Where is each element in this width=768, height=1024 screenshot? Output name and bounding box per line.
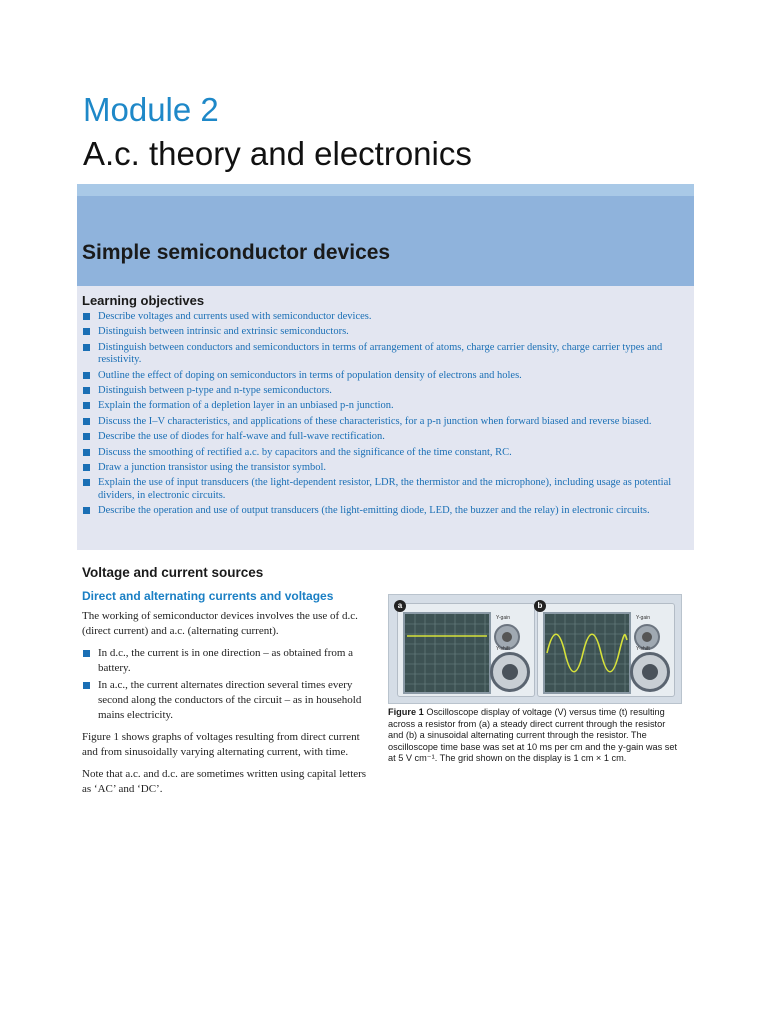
objective-item: Distinguish between intrinsic and extrinsic semiconductors. <box>82 326 687 338</box>
objective-item: Describe voltages and currents used with semiconductor devices. <box>82 311 687 323</box>
y-shift-label: Y-shift <box>636 646 650 652</box>
square-bullet-icon <box>83 479 90 486</box>
square-bullet-icon <box>83 344 90 351</box>
figure-caption-label: Figure 1 <box>388 707 424 717</box>
square-bullet-icon <box>83 464 90 471</box>
oscilloscope-screen-dc <box>403 612 491 694</box>
learning-objectives-list <box>82 311 687 521</box>
current-types-list <box>82 646 372 723</box>
figure-caption <box>388 707 682 765</box>
objective-item: Distinguish between p-type and n-type semiconductors. <box>82 385 687 397</box>
square-bullet-icon <box>83 433 90 440</box>
list-item: In d.c., the current is in one direction – as obtained from a battery. <box>82 646 372 676</box>
objective-item: Explain the use of input transducers (the light-dependent resistor, LDR, the thermistor and the microphone), including usage as potential dividers, in electronic circuits. <box>82 477 687 502</box>
objective-item: Distinguish between conductors and semiconductors in terms of arrangement of atoms, charge carrier density, charge carrier types and resistivity. <box>82 342 687 367</box>
y-gain-label: Y-gain <box>636 615 650 621</box>
section-title: Simple semiconductor devices <box>82 241 391 264</box>
body-text-column <box>82 609 372 804</box>
oscilloscope-screen-ac <box>543 612 631 694</box>
section-bar-accent <box>77 184 694 196</box>
panel-a-label: a <box>394 600 406 612</box>
oscilloscope-panel-b <box>537 603 675 697</box>
square-bullet-icon <box>83 507 90 514</box>
square-bullet-icon <box>83 387 90 394</box>
timebase-dial-icon <box>490 652 530 692</box>
square-bullet-icon <box>83 682 90 689</box>
square-bullet-icon <box>83 650 90 657</box>
square-bullet-icon <box>83 313 90 320</box>
objective-item: Explain the formation of a depletion layer in an unbiased p-n junction. <box>82 400 687 412</box>
oscilloscope-figure <box>388 594 682 704</box>
objective-item: Describe the operation and use of output transducers (the light-emitting diode, LED, the buzzer and the relay) in electronic circuits. <box>82 505 687 517</box>
square-bullet-icon <box>83 328 90 335</box>
section-heading: Voltage and current sources <box>82 565 264 580</box>
timebase-dial-icon <box>630 652 670 692</box>
panel-b-label: b <box>534 600 546 612</box>
y-gain-label: Y-gain <box>496 615 510 621</box>
learning-objectives-heading: Learning objectives <box>82 293 205 308</box>
y-shift-label: Y-shift <box>496 646 510 652</box>
intro-paragraph: The working of semiconductor devices involves the use of d.c. (direct current) and a.c. (alternating current). <box>82 610 358 637</box>
objective-item: Draw a junction transistor using the transistor symbol. <box>82 462 687 474</box>
square-bullet-icon <box>83 402 90 409</box>
square-bullet-icon <box>83 372 90 379</box>
square-bullet-icon <box>83 418 90 425</box>
figure-caption-text: Oscilloscope display of voltage (V) versus time (t) resulting across a resistor from (a) a steady direct current through the resistor and (b) a sinusoidal alternating current through the resistor. The oscilloscope time base was set at 10 ms per cm and the y-gain was set at 5 V cm⁻¹. The grid shown on the display is 1 cm × 1 cm. <box>388 707 678 764</box>
note-paragraph: Note that a.c. and d.c. are sometimes written using capital letters as ‘AC’ and ‘DC’. <box>82 768 367 795</box>
subsection-heading: Direct and alternating currents and voltages <box>82 589 334 603</box>
square-bullet-icon <box>83 449 90 456</box>
figure-reference-paragraph: Figure 1 shows graphs of voltages resulting from direct current and from sinusoidally varying alternating current, with time. <box>82 731 360 758</box>
module-label: Module 2 <box>83 91 219 128</box>
objective-item: Outline the effect of doping on semiconductors in terms of population density of electrons and holes. <box>82 370 687 382</box>
objective-item: Discuss the smoothing of rectified a.c. by capacitors and the significance of the time constant, RC. <box>82 447 687 459</box>
oscilloscope-panel-a <box>397 603 535 697</box>
list-item: In a.c., the current alternates direction several times every second along the conductors of the circuit – as in household mains electricity. <box>82 678 372 723</box>
objective-item: Discuss the I–V characteristics, and applications of these characteristics, for a p-n junction when forward biased and reverse biased. <box>82 416 687 428</box>
objective-item: Describe the use of diodes for half-wave and full-wave rectification. <box>82 431 687 443</box>
module-title: A.c. theory and electronics <box>83 135 472 172</box>
